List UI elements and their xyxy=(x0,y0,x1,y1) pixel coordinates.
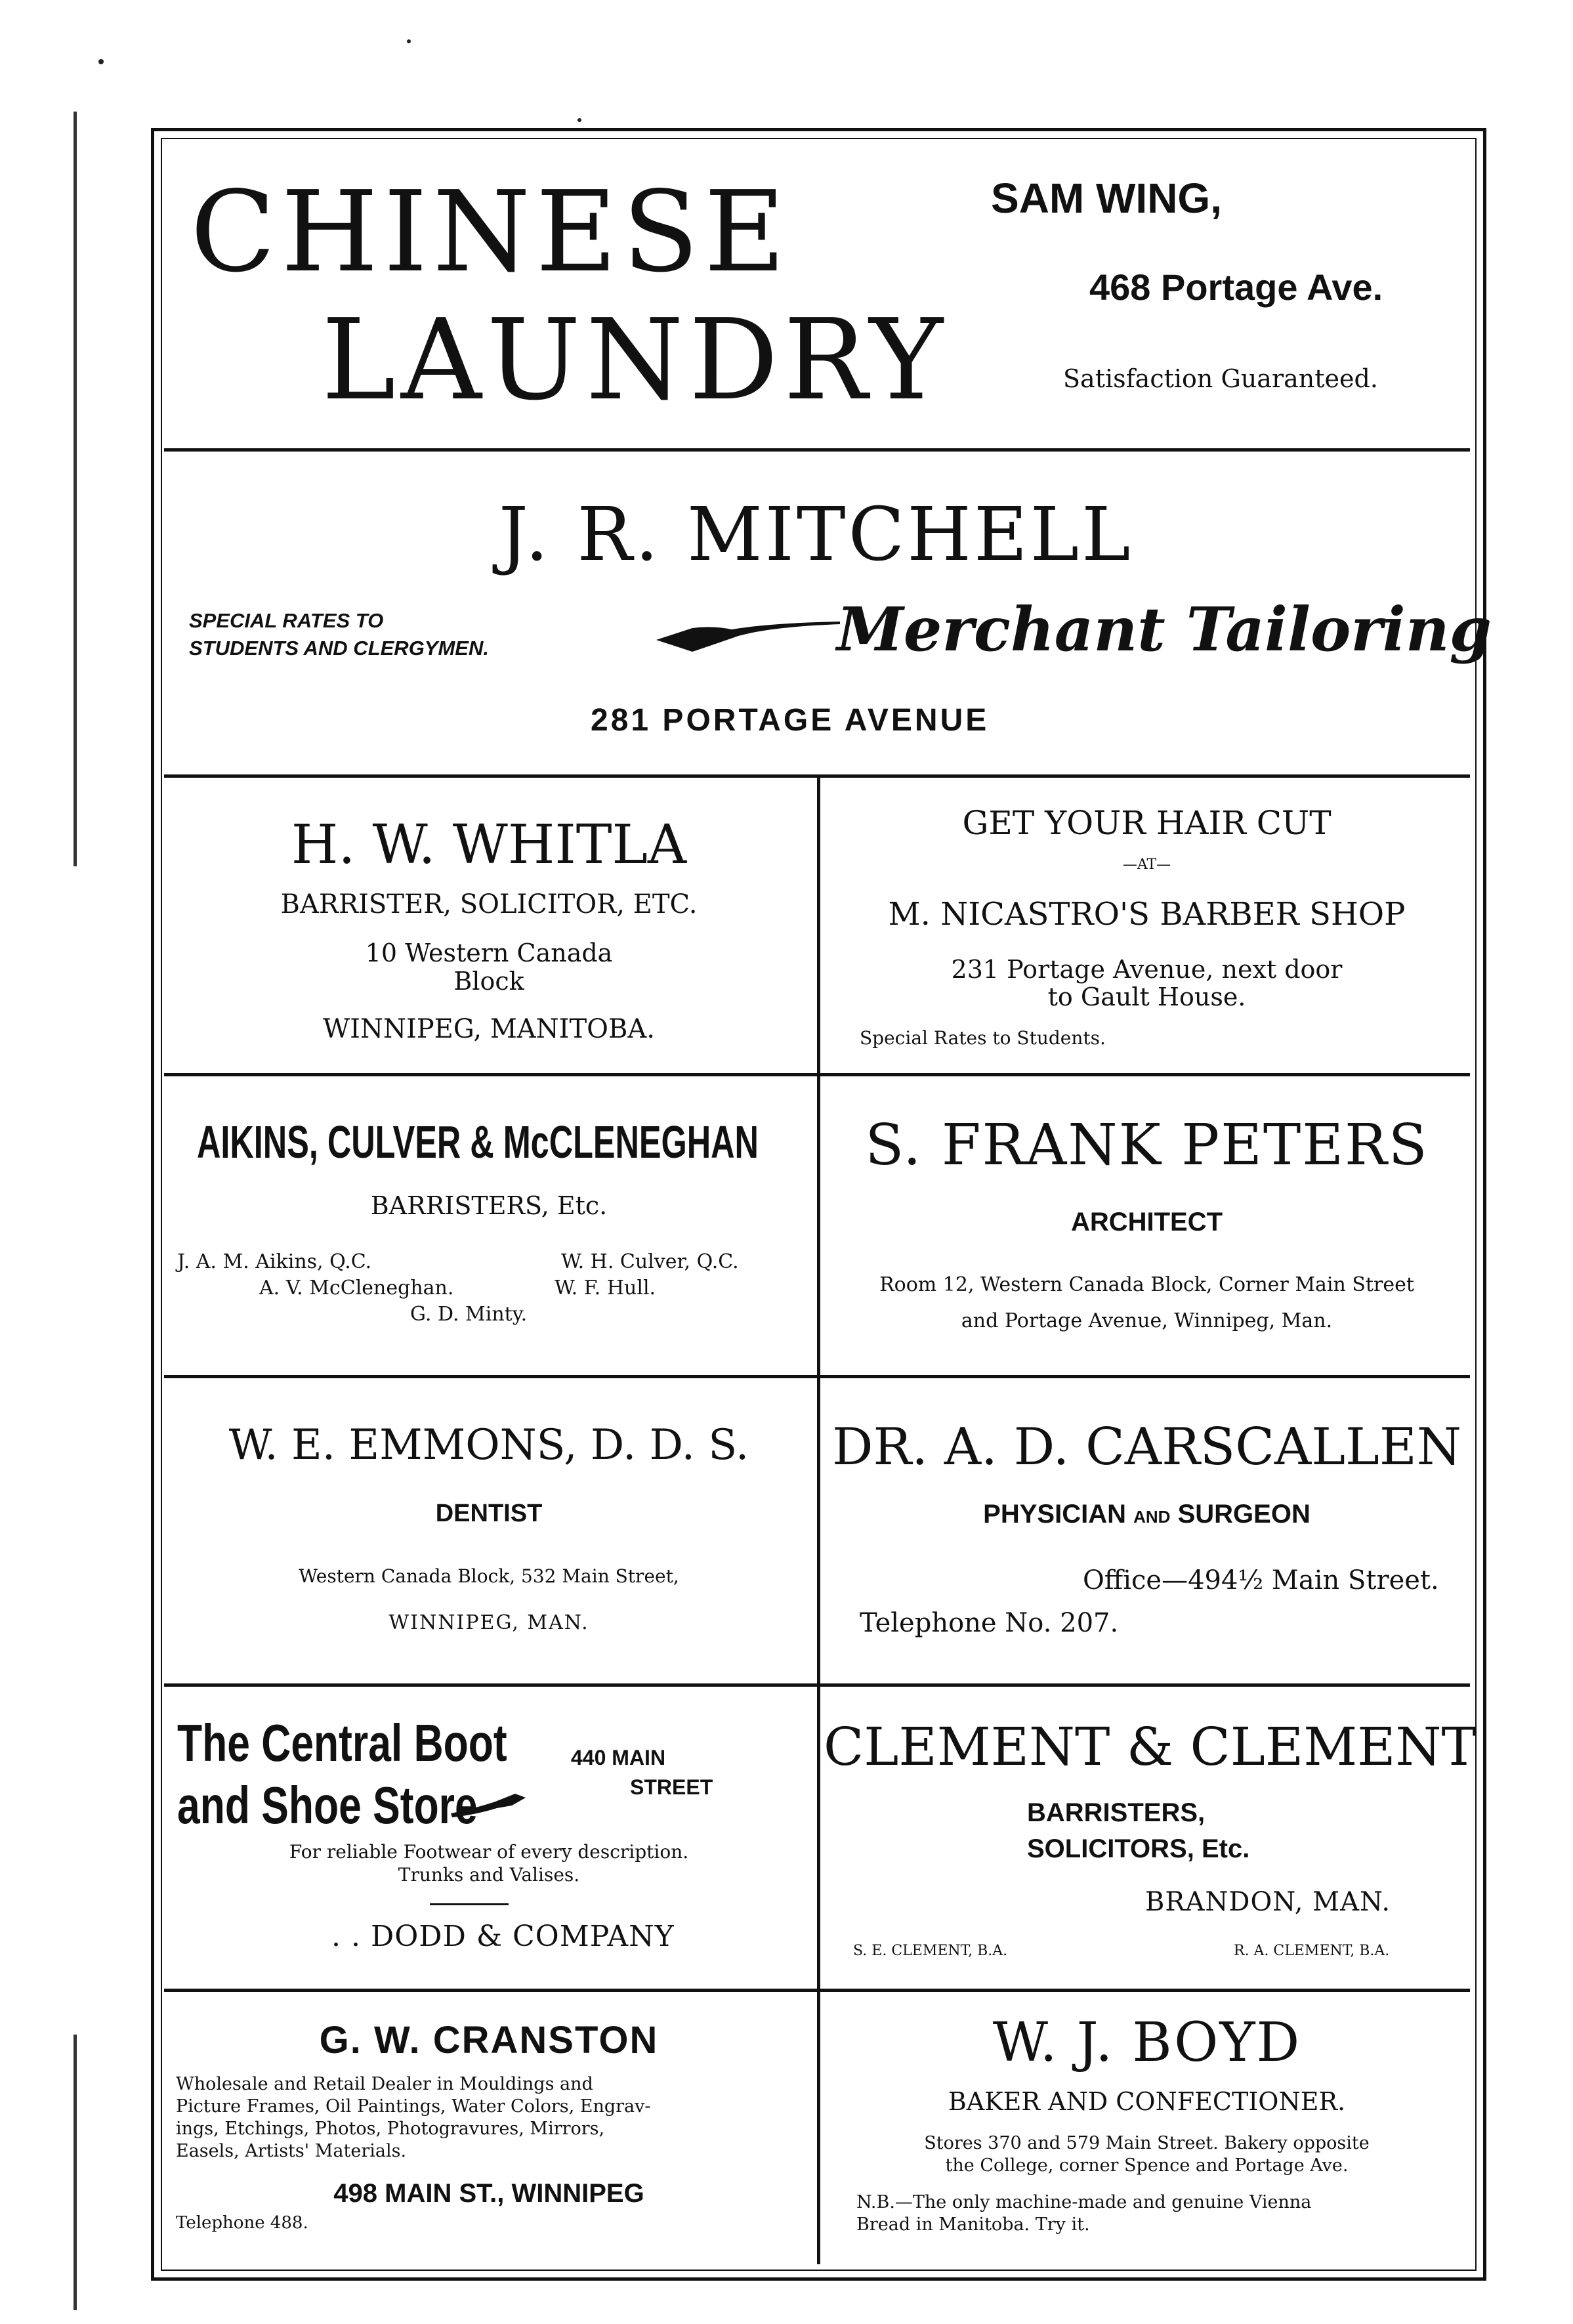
laundry-title-1: CHINESE xyxy=(190,167,791,297)
aikins-partner: J. A. M. Aikins, Q.C. xyxy=(177,1250,372,1273)
cranston-telephone: Telephone 488. xyxy=(176,2213,308,2233)
nicastro-addr-1: 231 Portage Avenue, next door xyxy=(951,955,1343,984)
whitla-addr-1: 10 Western Canada xyxy=(365,939,613,967)
whitla-addr-2: Block xyxy=(453,967,524,996)
carscallen-telephone: Telephone No. 207. xyxy=(860,1608,1119,1638)
boyd-stores-1: Stores 370 and 579 Main Street. Bakery opposite xyxy=(924,2133,1370,2153)
boot-name-2: and Shoe Store xyxy=(177,1776,478,1834)
boot-proprietor: . . DODD & COMPANY xyxy=(331,1920,675,1953)
peters-name: S. FRANK PETERS xyxy=(865,1112,1429,1178)
aikins-partner: G. D. Minty. xyxy=(410,1303,528,1326)
emmons-addr: Western Canada Block, 532 Main Street, xyxy=(299,1565,679,1587)
peters-addr-2: and Portage Avenue, Winnipeg, Man. xyxy=(961,1309,1333,1332)
boyd-name: W. J. BOYD xyxy=(992,2012,1301,2074)
scan-speck xyxy=(98,59,104,64)
boot-desc-2: Trunks and Valises. xyxy=(398,1864,580,1886)
boyd-title: BAKER AND CONFECTIONER. xyxy=(948,2087,1346,2116)
laundry-tagline: Satisfaction Guaranteed. xyxy=(1063,364,1378,393)
mitchell-note-2: STUDENTS AND CLERGYMEN. xyxy=(189,637,489,660)
scan-speck xyxy=(407,39,411,43)
whitla-title: BARRISTER, SOLICITOR, ETC. xyxy=(280,889,698,919)
clement-partner-2: R. A. CLEMENT, B.A. xyxy=(1234,1943,1390,1959)
hand-pointer-icon xyxy=(450,1788,528,1821)
laundry-address: 468 Portage Ave. xyxy=(1089,266,1383,308)
emmons-name: W. E. EMMONS, D. D. S. xyxy=(228,1421,749,1469)
mitchell-note-1: SPECIAL RATES TO xyxy=(189,609,384,632)
carscallen-title xyxy=(824,1500,1470,1529)
mitchell-name: J. R. MITCHELL xyxy=(499,492,1133,578)
aikins-firm: AIKINS, CULVER & McCLENEGHAN xyxy=(197,1116,759,1168)
clement-title-2: SOLICITORS, Etc. xyxy=(1027,1834,1250,1863)
clement-city: BRANDON, MAN. xyxy=(1145,1887,1391,1917)
clement-partner-1: S. E. CLEMENT, B.A. xyxy=(853,1943,1008,1959)
boot-addr-1: 440 MAIN xyxy=(571,1746,666,1769)
emmons-city: WINNIPEG, MAN. xyxy=(388,1611,589,1634)
mitchell-trade: Merchant Tailoring xyxy=(837,594,1492,665)
nicastro-note: Special Rates to Students. xyxy=(860,1027,1106,1049)
peters-addr-1: Room 12, Western Canada Block, Corner Main Street xyxy=(879,1273,1414,1296)
nicastro-shop: M. NICASTRO'S BARBER SHOP xyxy=(888,896,1406,933)
carscallen-title-part: PHYSICIAN xyxy=(983,1500,1126,1529)
laundry-owner: SAM WING, xyxy=(991,175,1222,222)
carscallen-title-part: SURGEON xyxy=(1177,1500,1311,1529)
peters-title: ARCHITECT xyxy=(1070,1208,1223,1236)
boot-name-1: The Central Boot xyxy=(177,1714,507,1772)
aikins-title: BARRISTERS, Etc. xyxy=(370,1191,608,1220)
carscallen-title-and: AND xyxy=(1133,1507,1171,1527)
cranston-desc-4: Easels, Artists' Materials. xyxy=(176,2141,407,2161)
rule xyxy=(430,1903,509,1905)
cranston-desc-3: ings, Etchings, Photos, Photogravures, Mirrors, xyxy=(176,2119,605,2139)
boyd-note-1: N.B.—The only machine-made and genuine Vienna xyxy=(856,2192,1312,2212)
cranston-address: 498 MAIN ST., WINNIPEG xyxy=(333,2179,644,2208)
mitchell-address: 281 PORTAGE AVENUE xyxy=(591,703,990,738)
clement-title-1: BARRISTERS, xyxy=(1027,1798,1206,1827)
boyd-note-2: Bread in Manitoba. Try it. xyxy=(856,2214,1090,2235)
nicastro-addr-2: to Gault House. xyxy=(1047,982,1246,1011)
divider xyxy=(164,448,1470,452)
aikins-partner: A. V. McCleneghan. xyxy=(259,1277,454,1299)
boot-desc-1: For reliable Footwear of every description. xyxy=(289,1841,689,1863)
cranston-desc-2: Picture Frames, Oil Paintings, Water Colors, Engrav- xyxy=(176,2096,651,2117)
nicastro-headline: GET YOUR HAIR CUT xyxy=(962,804,1332,842)
hand-pointer-icon xyxy=(653,614,843,660)
clement-name: CLEMENT & CLEMENT xyxy=(824,1716,1477,1777)
emmons-title: DENTIST xyxy=(435,1500,543,1527)
column-divider xyxy=(817,778,820,2264)
whitla-name: H. W. WHITLA xyxy=(291,814,687,876)
page-edge-mark xyxy=(73,112,77,866)
aikins-partner: W. H. Culver, Q.C. xyxy=(561,1250,739,1273)
boot-addr-2: STREET xyxy=(630,1775,713,1799)
carscallen-office: Office—494½ Main Street. xyxy=(1083,1565,1439,1595)
cranston-name: G. W. CRANSTON xyxy=(319,2019,659,2061)
aikins-partner: W. F. Hull. xyxy=(555,1277,656,1299)
page-edge-mark xyxy=(73,2035,77,2310)
boyd-stores-2: the College, corner Spence and Portage Ave. xyxy=(945,2155,1349,2176)
laundry-title-2: LAUNDRY xyxy=(322,295,948,425)
nicastro-at: —AT— xyxy=(1122,856,1171,873)
carscallen-name: DR. A. D. CARSCALLEN xyxy=(831,1418,1462,1477)
cranston-desc-1: Wholesale and Retail Dealer in Mouldings and xyxy=(176,2074,593,2094)
whitla-city: WINNIPEG, MANITOBA. xyxy=(323,1014,655,1044)
scan-speck xyxy=(577,118,581,122)
